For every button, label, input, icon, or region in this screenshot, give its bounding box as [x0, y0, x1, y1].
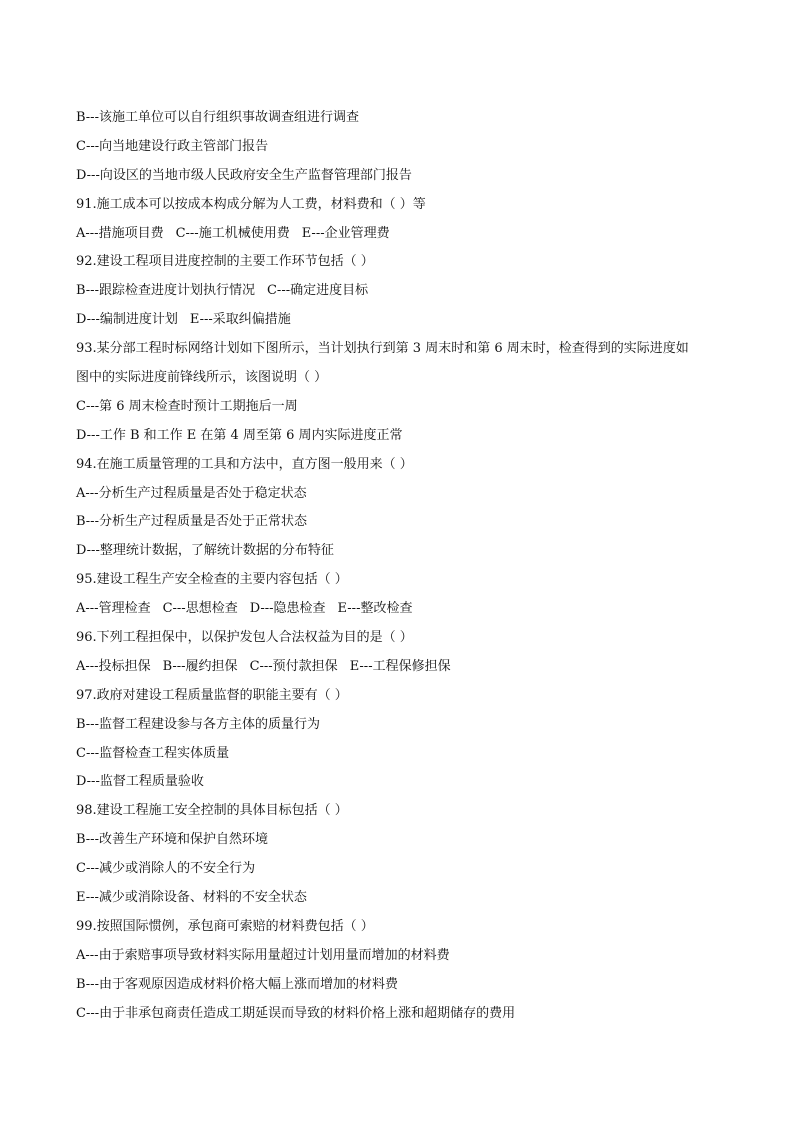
line-segment: B---履约担保 [162, 658, 238, 674]
text-line [76, 537, 736, 566]
text-line [76, 191, 736, 220]
option-row [76, 277, 736, 306]
line-segment: E---减少或消除设备、材料的不安全状态 [76, 890, 307, 906]
line-segment: 94.在施工质量管理的工具和方法中，直方图一般用来（ ） [76, 456, 413, 472]
text-line [76, 1000, 736, 1029]
text-line [76, 913, 736, 942]
text-line [76, 768, 736, 797]
line-segment: C---思想检查 [162, 601, 238, 617]
line-segment: D---编制进度计划 [76, 312, 178, 328]
line-segment: 92.建设工程项目进度控制的主要工作环节包括（ ） [76, 254, 374, 270]
line-segment: C---减少或消除人的不安全行为 [76, 861, 256, 877]
text-line [76, 884, 736, 913]
line-segment: 97.政府对建设工程质量监督的职能主要有（ ） [76, 687, 348, 703]
text-line [76, 364, 736, 393]
line-segment: C---确定进度目标 [266, 283, 369, 299]
line-segment: A---投标担保 [76, 658, 151, 674]
line-segment: C---预付款担保 [249, 658, 338, 674]
line-segment: D---监督工程质量验收 [76, 774, 204, 790]
line-segment: D---隐患检查 [249, 601, 326, 617]
text-line [76, 826, 736, 855]
line-segment: C---施工机械使用费 [175, 225, 290, 241]
line-segment: 96.下列工程担保中，以保护发包人合法权益为目的是（ ） [76, 630, 413, 646]
text-line [76, 451, 736, 480]
text-line [76, 624, 736, 653]
document-page [76, 104, 736, 1029]
option-row [76, 653, 736, 682]
text-line [76, 508, 736, 537]
text-line [76, 133, 736, 162]
option-row [76, 595, 736, 624]
line-segment: B---跟踪检查进度计划执行情况 [76, 283, 255, 299]
text-line [76, 104, 736, 133]
text-line [76, 797, 736, 826]
text-line [76, 162, 736, 191]
text-line [76, 480, 736, 509]
line-segment: A---措施项目费 [76, 225, 164, 241]
line-segment: D---向设区的当地市级人民政府安全生产监督管理部门报告 [76, 167, 412, 183]
line-segment: 93.某分部工程时标网络计划如下图所示，当计划执行到第 3 周末时和第 6 周末时，检查得到的实际进度如 [76, 341, 689, 357]
text-line [76, 740, 736, 769]
line-segment: B---由于客观原因造成材料价格大幅上涨而增加的材料费 [76, 976, 398, 992]
line-segment: 91.施工成本可以按成本构成分解为人工费，材料费和（ ）等 [76, 196, 426, 212]
line-segment: B---监督工程建设参与各方主体的质量行为 [76, 716, 320, 732]
line-segment: E---整改检查 [337, 601, 413, 617]
line-segment: C---第 6 周末检查时预计工期拖后一周 [76, 398, 298, 414]
line-segment: 99.按照国际惯例，承包商可索赔的材料费包括（ ） [76, 918, 374, 934]
line-segment: A---分析生产过程质量是否处于稳定状态 [76, 485, 307, 501]
line-segment: B---改善生产环境和保护自然环境 [76, 832, 268, 848]
line-segment: 图中的实际进度前锋线所示，该图说明（ ） [76, 370, 328, 386]
option-row [76, 220, 736, 249]
line-segment: C---由于非承包商责任造成工期延误而导致的材料价格上涨和超期储存的费用 [76, 1005, 516, 1021]
text-line [76, 971, 736, 1000]
option-row [76, 306, 736, 335]
line-segment: E---采取纠偏措施 [189, 312, 291, 328]
line-segment: E---企业管理费 [301, 225, 390, 241]
text-line [76, 422, 736, 451]
text-line [76, 566, 736, 595]
line-segment: E---工程保修担保 [349, 658, 451, 674]
text-line [76, 711, 736, 740]
line-segment: A---管理检查 [76, 601, 151, 617]
line-segment: C---监督检查工程实体质量 [76, 745, 230, 761]
line-segment: B---该施工单位可以自行组织事故调查组进行调查 [76, 110, 359, 125]
text-line [76, 942, 736, 971]
text-line [76, 393, 736, 422]
line-segment: 95.建设工程生产安全检查的主要内容包括（ ） [76, 572, 348, 588]
text-line [76, 248, 736, 277]
line-segment: A---由于索赔事项导致材料实际用量超过计划用量而增加的材料费 [76, 947, 450, 963]
line-segment: B---分析生产过程质量是否处于正常状态 [76, 514, 307, 530]
text-line [76, 855, 736, 884]
line-segment: C---向当地建设行政主管部门报告 [76, 138, 269, 154]
line-segment: 98.建设工程施工安全控制的具体目标包括（ ） [76, 803, 348, 819]
line-segment: D---整理统计数据，了解统计数据的分布特征 [76, 543, 334, 559]
text-line [76, 682, 736, 711]
text-line [76, 335, 736, 364]
line-segment: D---工作 B 和工作 E 在第 4 周至第 6 周内实际进度正常 [76, 427, 403, 443]
